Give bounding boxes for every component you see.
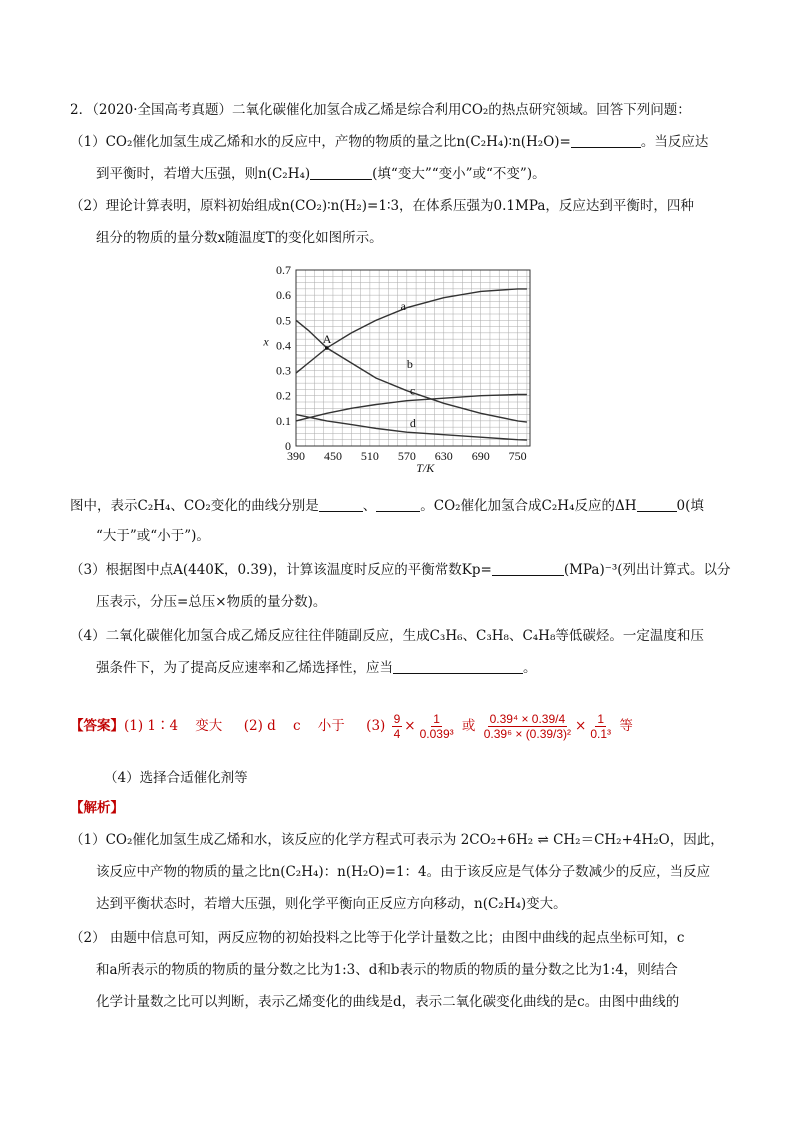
q4-line2 xyxy=(96,658,537,678)
x-tick-label: 690 xyxy=(471,449,490,463)
fraction-1-0039 xyxy=(418,712,456,741)
q2-line2: 组分的物质的量分数x随温度T的变化如图所示。 xyxy=(96,230,383,246)
analysis-p1-line3: 达到平衡状态时，若增大压强，则化学平衡向正反应方向移动，n(C₂H₄)变大。 xyxy=(96,896,567,912)
q1-text-a: （1）CO₂催化加氢生成乙烯和水的反应中，产物的物质的量之比 xyxy=(70,134,457,150)
q2-after-line2: “大于”或“小于”)。 xyxy=(96,528,210,544)
x-tick-label: 450 xyxy=(323,449,342,463)
y-tick-label: 0.5 xyxy=(276,313,291,328)
y-tick-label: 0.3 xyxy=(276,363,291,378)
q1-text-b: n(C₂H₄)∶n(H₂O)= xyxy=(456,134,571,150)
answer-2b: c xyxy=(292,718,301,734)
fraction-numerator: 1 xyxy=(597,712,605,726)
q4-text-b: 。 xyxy=(523,660,537,676)
fraction-denominator: 0.039³ xyxy=(419,727,454,741)
y-axis-label: x xyxy=(263,334,269,349)
times-sign: × xyxy=(404,718,416,734)
answer-1b: 变大 xyxy=(195,718,223,734)
series-label-d: d xyxy=(409,416,416,431)
annotation-point xyxy=(325,346,329,350)
fraction-denominator: 0.39⁶ × (0.39/3)² xyxy=(483,727,572,741)
fraction-numerator: 0.39⁴ × 0.39/4 xyxy=(489,712,566,726)
fraction-complex xyxy=(482,712,573,741)
analysis-tag: 【解析】 xyxy=(70,800,124,816)
fraction-numerator: 1 xyxy=(433,712,440,726)
q2-after-c: 。CO₂催化加氢合成C₂H₄反应的ΔH xyxy=(420,498,637,514)
answer-2: (2) d xyxy=(243,718,276,734)
series-label-c: c xyxy=(409,383,416,398)
q3-text-a: （3）根据图中点A(440K，0.39)，计算该温度时反应的平衡常数Kp= xyxy=(70,562,492,578)
x-tick-label: 390 xyxy=(287,449,305,463)
fraction-numerator: 9 xyxy=(393,712,401,726)
answer-line xyxy=(70,706,633,750)
q1-text-d: 到平衡时，若增大压强，则n(C₂H₄) xyxy=(96,166,311,182)
analysis-p2-line2: 和a所表示的物质的物质的量分数之比为1:3、d和b表示的物质的物质的量分数之比为1:4，则结合 xyxy=(96,962,678,978)
analysis-p2-line3: 化学计量数之比可以判断，表示乙烯变化的曲线是d，表示二氧化碳变化曲线的是c。由图中曲线的 xyxy=(96,994,680,1010)
analysis-p1-line1: （1）CO₂催化加氢生成乙烯和水，该反应的化学方程式可表示为 2CO₂+6H₂ ⇌ CH₂＝CH₂+4H₂O，因此， xyxy=(70,832,724,848)
answer-2c: 小于 xyxy=(317,718,345,734)
q2-blank-c2h4[interactable] xyxy=(319,497,363,512)
q4-text-a: 强条件下，为了提高反应速率和乙烯选择性，应当 xyxy=(96,660,393,676)
q1-text-c: 。当反应达 xyxy=(640,134,709,150)
q3-blank-kp[interactable] xyxy=(492,561,564,576)
q2-after-d: 0(填 xyxy=(676,498,704,514)
q3-line1 xyxy=(70,560,731,580)
fraction-denominator: 0.1³ xyxy=(590,727,612,741)
analysis-p2-line1: （2） 由题中信息可知，两反应物的初始投料之比等于化学计量数之比；由图中曲线的起点坐标可知，c xyxy=(70,930,685,946)
q1-line1 xyxy=(70,132,708,152)
y-tick-label: 0.7 xyxy=(276,263,291,277)
series-label-a: a xyxy=(400,299,407,314)
y-tick-label: 0.2 xyxy=(276,388,291,403)
x-tick-label: 570 xyxy=(397,449,416,463)
q2-after-b: 、 xyxy=(362,498,377,514)
q3-line2: 压表示，分压=总压×物质的量分数)。 xyxy=(96,594,327,610)
equals-text: 等 xyxy=(619,718,633,734)
q3-text-b: (MPa)⁻³(列出计算式。以分 xyxy=(563,562,731,578)
q4-line1: （4）二氧化碳催化加氢合成乙烯反应往往伴随副反应，生成C₃H₆、C₃H₈、C₄H₈等低碳烃。一定温度和压 xyxy=(70,628,704,644)
q2-after-a: 图中，表示C₂H₄、CO₂变化的曲线分别是 xyxy=(70,498,319,514)
annotation-label: A xyxy=(322,331,332,346)
q2-line1: （2）理论计算表明，原料初始组成n(CO₂)∶n(H₂)=1∶3，在体系压强为0.1MPa，反应达到平衡时，四种 xyxy=(70,198,694,214)
answer-4: （4）选择合适催化剂等 xyxy=(104,770,248,786)
y-tick-label: 0 xyxy=(285,439,291,453)
answer-tag: 【答案】 xyxy=(70,718,124,734)
q2-blank-co2[interactable] xyxy=(376,497,420,512)
mole-fraction-chart xyxy=(258,262,548,482)
q1-line2 xyxy=(96,164,546,184)
series-label-b: b xyxy=(406,357,413,372)
q1-blank-ratio[interactable] xyxy=(571,133,641,148)
q4-blank-method[interactable] xyxy=(393,659,523,674)
y-tick-label: 0.4 xyxy=(276,338,291,353)
answer-3: (3) xyxy=(366,718,386,734)
question-header: 2．（2020·全国高考真题）二氧化碳催化加氢合成乙烯是综合利用CO₂的热点研究领域。回答下列问题： xyxy=(70,102,691,118)
x-tick-label: 510 xyxy=(360,449,379,463)
q1-text-e: (填“变大”“变小”或“不变”)。 xyxy=(372,166,546,182)
fraction-9-4 xyxy=(392,712,403,741)
q2-blank-dh[interactable] xyxy=(637,497,677,512)
or-text: 或 xyxy=(461,718,476,734)
times-sign-2: × xyxy=(575,718,587,734)
y-tick-label: 0.6 xyxy=(276,288,291,303)
y-tick-label: 0.1 xyxy=(276,413,291,428)
fraction-denominator: 4 xyxy=(393,727,401,741)
x-axis-label: T/K xyxy=(416,461,435,475)
answer-1: (1) 1∶4 xyxy=(124,718,179,734)
q1-blank-change[interactable] xyxy=(310,165,372,180)
q2-after-line1 xyxy=(70,496,704,516)
x-tick-label: 630 xyxy=(434,449,453,463)
fraction-1-013 xyxy=(588,712,613,741)
x-tick-label: 750 xyxy=(508,449,527,463)
analysis-p1-line2: 该反应中产物的物质的量之比n(C₂H₄)：n(H₂O)=1：4。由于该反应是气体分子数减少的反应，当反应 xyxy=(96,864,711,880)
